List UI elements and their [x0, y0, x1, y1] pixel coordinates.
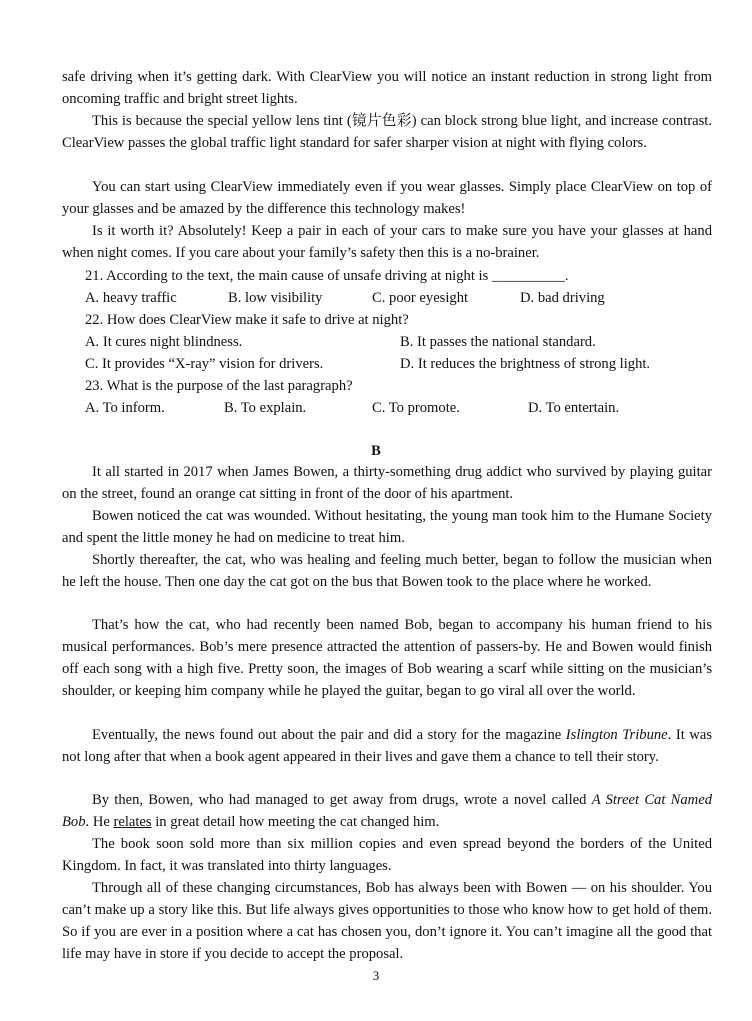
question-21-option-c[interactable]: C. poor eyesight: [372, 290, 469, 306]
question-22-option-a[interactable]: A. It cures night blindness.: [85, 334, 243, 350]
question-21-option-a[interactable]: A. heavy traffic: [85, 290, 177, 306]
question-22-stem: 22. How does ClearView make it safe to drive at night?: [85, 312, 409, 328]
page-number: 3: [372, 968, 380, 983]
question-21-option-b[interactable]: B. low visibility: [228, 290, 323, 306]
magazine-title: Islington Tribune: [565, 727, 668, 743]
passage-b-paragraph-2: Bowen noticed the cat was wounded. Without hesitating, the young man took him to the Humane Society and spent the little money he had on medicine to treat him.: [62, 508, 712, 546]
question-23-option-d[interactable]: D. To entertain.: [528, 400, 620, 416]
question-22-option-d[interactable]: D. It reduces the brightness of strong light.: [400, 356, 651, 372]
passage-b-paragraph-5: [62, 725, 712, 769]
section-b-heading: B: [371, 443, 381, 459]
p6-text-a: By then, Bowen, who had managed to get away from drugs, wrote a novel called: [92, 792, 592, 808]
passage-b-paragraph-4: That’s how the cat, who had recently been named Bob, began to accompany his human friend to his musical performances. Bob’s mere presence attracted the attention of passers-by. He and Bowen would finish off each song with a high five. Pretty soon, the images of Bob wearing a scarf while sitting on the musician’s shoulder, or keeping him company while he played the guitar, began to go viral all over the world.: [62, 617, 712, 699]
p6-text-b: . He: [85, 813, 114, 830]
passage-a-paragraph-3: You can start using ClearView immediately even if you wear glasses. Simply place ClearView on top of your glasses and be amazed by the difference this technology makes!: [62, 179, 712, 217]
passage-a-paragraph-2: This is because the special yellow lens tint (镜片色彩) can block strong blue light, and increase contrast. ClearView passes the global traffic light standard for safer sharper vision at night with flying colors.: [62, 113, 712, 151]
p5-text-a: Eventually, the news found out about the pair and did a story for the magazine: [92, 727, 566, 743]
passage-b-paragraph-7: The book soon sold more than six million copies and even spread beyond the borders of the United Kingdom. In fact, it was translated into thirty languages.: [62, 836, 712, 874]
passage-b-paragraph-3: Shortly thereafter, the cat, who was healing and feeling much better, began to follow the musician when he left the house. Then one day the cat got on the bus that Bowen took to the place where he worked.: [62, 552, 712, 590]
passage-b-paragraph-6: [62, 790, 712, 834]
question-23-option-b[interactable]: B. To explain.: [224, 400, 307, 416]
question-21-option-d[interactable]: D. bad driving: [520, 290, 605, 306]
p6-text-c: in great detail how meeting the cat changed him.: [151, 813, 440, 830]
question-23-option-a[interactable]: A. To inform.: [85, 400, 165, 416]
p5-text-b: . It was not long after that when a book agent appeared in their lives and gave them a chance to tell their story.: [62, 727, 713, 765]
novel-title: A Street Cat Named Bob: [62, 792, 712, 830]
question-22-option-b[interactable]: B. It passes the national standard.: [400, 334, 596, 350]
passage-a-paragraph-1: safe driving when it’s getting dark. With ClearView you will notice an instant reduction in strong light from oncoming traffic and bright street lights.: [62, 69, 712, 107]
underlined-word-relates: relates: [113, 813, 152, 830]
question-23-stem: 23. What is the purpose of the last paragraph?: [85, 378, 353, 394]
passage-b-paragraph-8: Through all of these changing circumstances, Bob has always been with Bowen — on his shoulder. You can’t make up a story like this. But life always gives opportunities to those who know how to get hold of them. So if you are ever in a position where a cat has chosen you, don’t ignore it. You can’t imagine all the good that life may have in store if you decide to accept the proposal.: [62, 880, 712, 962]
passage-a-paragraph-4: Is it worth it? Absolutely! Keep a pair in each of your cars to make sure you have your glasses at hand when night comes. If you care about your family’s safety then this is a no-brainer.: [62, 223, 712, 261]
question-21-stem: 21. According to the text, the main cause of unsafe driving at night is __________.: [85, 268, 569, 284]
question-22-option-c[interactable]: C. It provides “X-ray” vision for drivers.: [85, 356, 324, 372]
question-23-option-c[interactable]: C. To promote.: [372, 400, 460, 416]
passage-b-paragraph-1: It all started in 2017 when James Bowen, a thirty-something drug addict who survived by playing guitar on the street, found an orange cat sitting in front of the door of his apartment.: [62, 464, 712, 502]
